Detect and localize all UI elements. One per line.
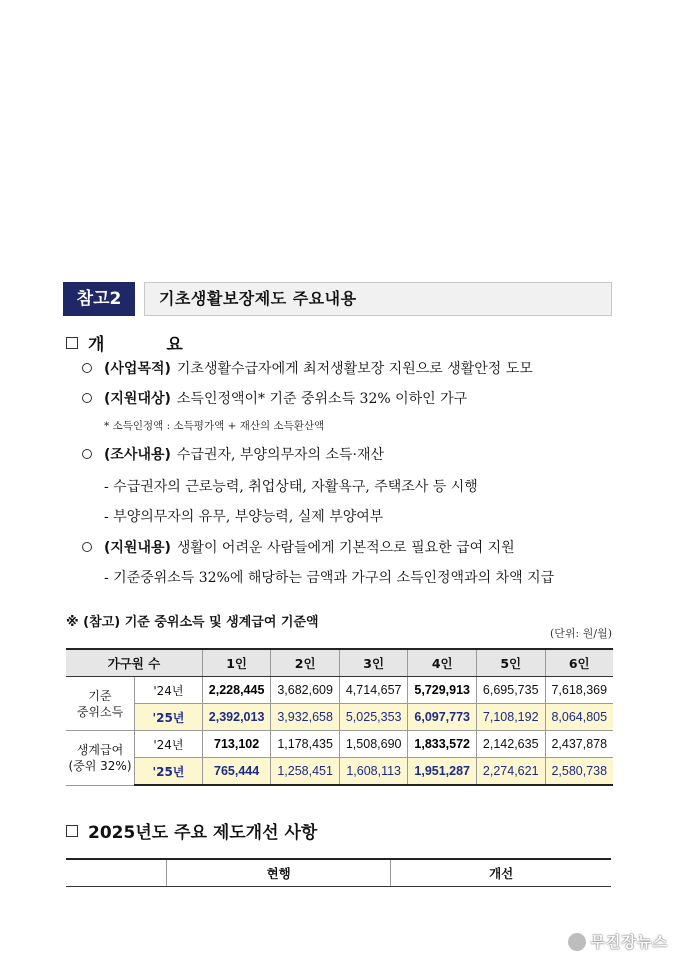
circle-bullet-icon <box>82 363 92 373</box>
table-cell: 1,833,572 <box>408 731 477 758</box>
table-cell: 2,580,738 <box>545 758 613 786</box>
table-cell: 1,258,451 <box>271 758 340 786</box>
table-row <box>66 677 613 704</box>
square-bullet-icon <box>66 337 78 349</box>
overview-item-purpose: (사업목적) 기초생활수급자에게 최저생활보장 지원으로 생활안정 도모 <box>82 358 533 378</box>
table-cell: 1,178,435 <box>271 731 340 758</box>
watermark-logo-icon <box>568 933 586 951</box>
table-cell: 3,682,609 <box>271 677 340 704</box>
header-col: 3인 <box>339 649 408 677</box>
reform-table <box>66 858 611 887</box>
row-group-label: 기준 중위소득 <box>66 677 135 731</box>
row-year: '24년 <box>135 677 203 704</box>
header-improved: 개선 <box>391 859 611 887</box>
support-sub-1: - 기준중위소득 32%에 해당하는 금액과 가구의 소득인정액과의 차액 지급 <box>104 570 555 586</box>
overview-item-support: (지원내용) 생활이 어려운 사람들에게 기본적으로 필요한 급여 지원 <box>82 537 515 557</box>
table-cell: 3,932,658 <box>271 704 340 731</box>
table-cell: 1,608,113 <box>339 758 408 786</box>
table-cell: 2,437,878 <box>545 731 613 758</box>
overview-item-target: (지원대상) 소득인정액이* 기준 중위소득 32% 이하인 가구 <box>82 388 467 408</box>
table-cell: 6,695,735 <box>476 677 545 704</box>
table-cell: 6,097,773 <box>408 704 477 731</box>
overview-heading: 개 요 <box>66 330 211 355</box>
table-row <box>66 758 613 786</box>
table-cell: 7,108,192 <box>476 704 545 731</box>
table-cell: 1,508,690 <box>339 731 408 758</box>
table-cell: 2,228,445 <box>202 677 271 704</box>
table-cell: 4,714,657 <box>339 677 408 704</box>
table-cell: 2,392,013 <box>202 704 271 731</box>
header-current: 현행 <box>167 859 391 887</box>
table-row <box>66 731 613 758</box>
survey-sub-2: - 부양의무자의 유무, 부양능력, 실제 부양여부 <box>104 509 384 525</box>
table-cell: 7,618,369 <box>545 677 613 704</box>
table-cell: 8,064,805 <box>545 704 613 731</box>
header-household-size: 가구원 수 <box>66 649 202 677</box>
header-col: 5인 <box>476 649 545 677</box>
square-bullet-icon <box>66 825 78 837</box>
table-row <box>66 704 613 731</box>
circle-bullet-icon <box>82 393 92 403</box>
watermark: 무진장뉴스 <box>568 931 668 952</box>
row-year: '25년 <box>135 704 203 731</box>
table-header-row <box>66 649 613 677</box>
page-title: 기초생활보장제도 주요내용 <box>144 282 612 316</box>
header-col: 4인 <box>408 649 477 677</box>
circle-bullet-icon <box>82 542 92 552</box>
table-cell: 5,729,913 <box>408 677 477 704</box>
table-cell: 765,444 <box>202 758 271 786</box>
survey-sub-1: - 수급권자의 근로능력, 취업상태, 자활욕구, 주택조사 등 시행 <box>104 479 478 495</box>
row-year: '24년 <box>135 731 203 758</box>
table-unit: (단위: 원/월) <box>550 627 612 640</box>
table-cell: 2,274,621 <box>476 758 545 786</box>
row-group-label: 생계급여 (중위 32%) <box>66 731 135 786</box>
table-cell: 5,025,353 <box>339 704 408 731</box>
circle-bullet-icon <box>82 449 92 459</box>
table-cell: 2,142,635 <box>476 731 545 758</box>
table-title: ※ (참고) 기준 중위소득 및 생계급여 기준액 <box>66 615 319 630</box>
income-note: * 소득인정액 : 소득평가액 + 재산의 소득환산액 <box>104 420 325 432</box>
row-year: '25년 <box>135 758 203 786</box>
section-tag: 참고2 <box>63 282 135 316</box>
header-col: 1인 <box>202 649 271 677</box>
table-header-row <box>66 859 611 887</box>
income-table <box>66 648 613 786</box>
table-cell: 1,951,287 <box>408 758 477 786</box>
header-blank <box>66 859 167 887</box>
header-col: 2인 <box>271 649 340 677</box>
overview-item-survey: (조사내용) 수급권자, 부양의무자의 소득·재산 <box>82 444 384 464</box>
reform-heading: 2025년도 주요 제도개선 사항 <box>66 818 317 843</box>
table-cell: 713,102 <box>202 731 271 758</box>
header-col: 6인 <box>545 649 613 677</box>
